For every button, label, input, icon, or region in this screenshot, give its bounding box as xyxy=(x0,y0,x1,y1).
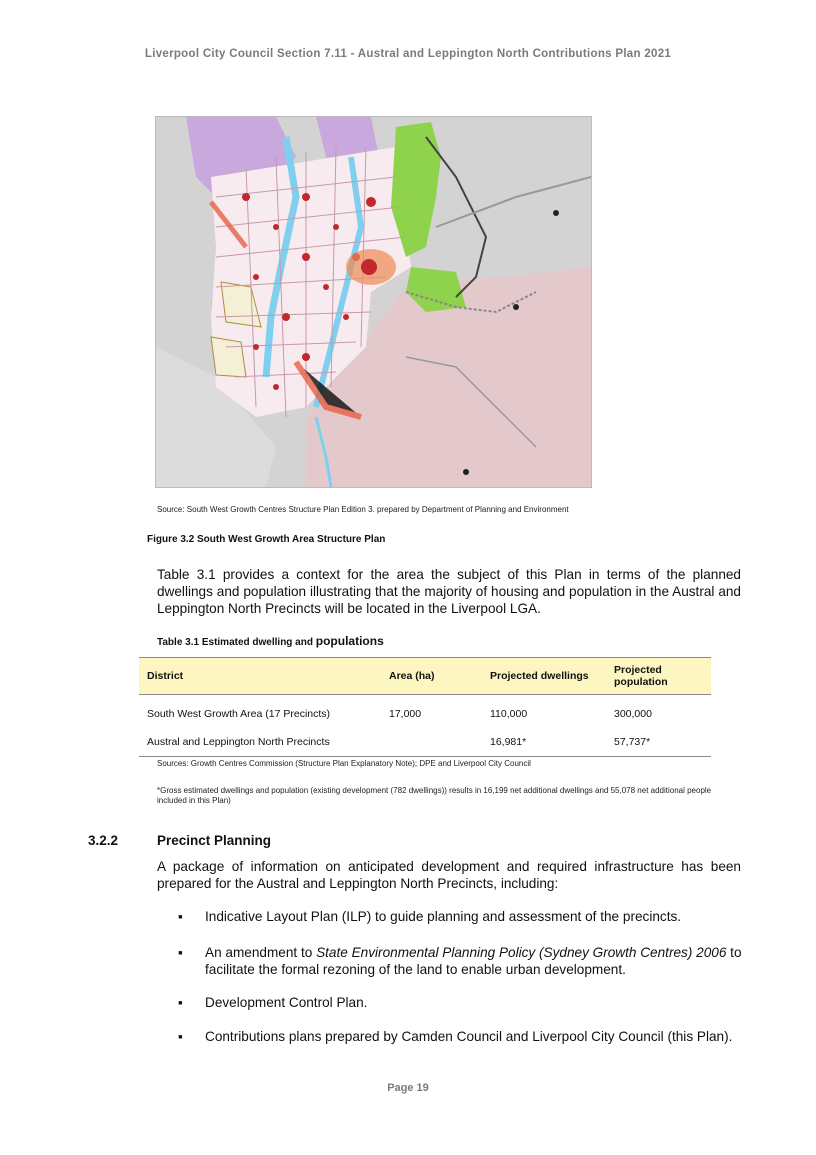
table-header-row xyxy=(139,658,711,695)
bullet-text: An amendment to xyxy=(205,945,317,960)
cell-district: Austral and Leppington North Precincts xyxy=(139,728,381,757)
bullet-item xyxy=(205,908,743,925)
bullet-marker: ▪ xyxy=(178,1029,183,1044)
cell-population: 57,737* xyxy=(606,728,711,757)
bullet-item xyxy=(205,994,743,1011)
header-population: Projected population xyxy=(606,658,711,695)
header-area: Area (ha) xyxy=(381,658,482,695)
section-intro: A package of information on anticipated development and required infrastructure has been prepared for the Austral and Leppington North Precincts, including: xyxy=(157,859,741,891)
header-dwellings: Projected dwellings xyxy=(482,658,606,695)
running-header: Liverpool City Council Section 7.11 - Austral and Leppington North Contributions Plan 2021 xyxy=(144,48,672,60)
sepp-title: State Environmental Planning Policy (Sydney Growth Centres) 2006 xyxy=(316,945,727,960)
bullet-item xyxy=(205,1028,743,1045)
table-footnote: *Gross estimated dwellings and population (existing development (782 dwellings)) results in 16,199 net additional dwellings and 55,078 net additional people included in this Plan) xyxy=(157,786,712,805)
intro-paragraph: Table 3.1 provides a context for the area the subject of this Plan in terms of the planned dwellings and population illustrating that the majority of housing and population in the Austral and Leppington North Precincts will be located in the Liverpool LGA. xyxy=(157,567,741,616)
table-row xyxy=(139,728,711,757)
table-sources: Sources: Growth Centres Commission (Structure Plan Explanatory Note); DPE and Liverpool City Council xyxy=(157,759,531,768)
table-caption xyxy=(157,634,384,648)
page-number: Page 19 xyxy=(387,1082,429,1094)
bullet-text: Indicative Layout Plan (ILP) to guide planning and assessment of the precincts. xyxy=(205,909,682,924)
figure-source: Source: South West Growth Centres Structure Plan Edition 3. prepared by Department of Planning and Environment xyxy=(157,505,569,514)
bullet-marker: ▪ xyxy=(178,909,183,924)
figure-caption: Figure 3.2 South West Growth Area Structure Plan xyxy=(147,534,386,545)
structure-plan-map xyxy=(155,116,592,488)
cell-area xyxy=(381,728,482,757)
bullet-marker: ▪ xyxy=(178,995,183,1010)
cell-dwellings: 110,000 xyxy=(490,708,528,720)
table-caption-prefix: Table 3.1 Estimated dwelling and xyxy=(157,637,313,648)
bullet-text: Development Control Plan. xyxy=(205,995,368,1010)
cell-district: South West Growth Area (17 Precincts) xyxy=(147,708,331,720)
dwelling-population-table xyxy=(139,657,711,757)
bullet-item xyxy=(205,944,743,978)
bullet-text: Contributions plans prepared by Camden Council and Liverpool City Council (this Plan). xyxy=(205,1029,733,1044)
section-title: Precinct Planning xyxy=(157,833,272,848)
cell-dwellings: 16,981* xyxy=(482,728,606,757)
section-number: 3.2.2 xyxy=(88,833,119,848)
cell-population: 300,000 xyxy=(614,708,652,720)
bullet-marker: ▪ xyxy=(178,945,183,960)
table-caption-suffix: populations xyxy=(315,634,384,648)
cell-area: 17,000 xyxy=(389,708,422,720)
header-district: District xyxy=(139,658,381,695)
bullet-text: to facilitate the formal rezoning of the land to enable urban development. xyxy=(205,945,742,977)
table-row xyxy=(139,695,711,729)
